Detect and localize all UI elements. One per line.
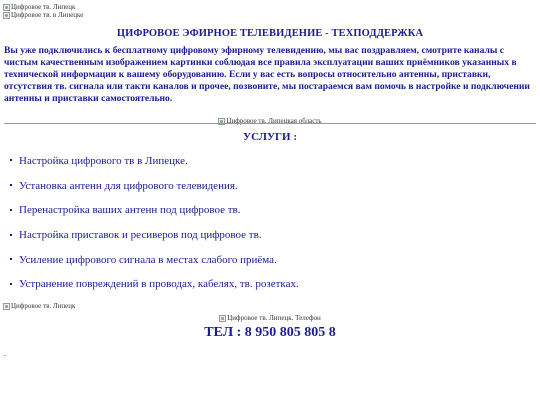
broken-image-icon	[3, 4, 10, 11]
bullet-icon	[10, 184, 12, 186]
image-alt-text: Цифровое тв. Липецк. Телефон	[227, 314, 321, 322]
services-list	[10, 152, 299, 300]
image-alt-text: Цифровое тв. Липецк	[11, 3, 76, 11]
service-label: Перенастройка ваших антенн под цифровое тв.	[19, 204, 241, 217]
phone-image-broken	[219, 314, 320, 323]
services-heading: УСЛУГИ :	[243, 131, 297, 143]
list-item	[10, 152, 299, 177]
service-label: Настройка цифрового тв в Липецке.	[19, 155, 188, 167]
header-image-broken	[3, 11, 83, 20]
bullet-icon	[10, 159, 12, 161]
bullet-icon	[10, 209, 12, 211]
bullet-icon	[10, 234, 12, 236]
broken-image-icon	[3, 12, 10, 19]
page-title: ЦИФРОВОЕ ЭФИРНОЕ ТЕЛЕВИДЕНИЕ - ТЕХПОДДЕРЖКА	[116, 28, 424, 39]
horizontal-divider	[4, 123, 536, 124]
bullet-icon	[10, 258, 12, 260]
image-alt-text: Цифровое тв. Липецк	[11, 302, 76, 310]
list-item	[10, 275, 299, 300]
list-item	[10, 201, 299, 226]
image-alt-text: Цифровое тв. Липецкая область	[226, 117, 322, 125]
service-label: Установка антенн для цифрового телевидения.	[19, 179, 238, 192]
bullet-icon	[10, 283, 12, 285]
service-label: Настройка приставок и ресиверов под цифровое тв.	[19, 229, 262, 242]
list-item	[10, 177, 299, 202]
list-item	[10, 251, 299, 276]
service-label: Усиление цифрового сигнала в местах слабого приёма.	[19, 253, 277, 266]
intro-paragraph: Вы уже подключились к бесплатному цифровому эфирному телевидению, мы вас поздравляем, смотрите каналы с чистым качественным изображением картинки соблюдая все правила эксплуатации ваших приёмников указанных в технической информации к вашему оборудованию. Если у вас есть вопросы относительно антенны, приставки, отсутствия тв. сигнала или такти каналов и прочее, позвоните, мы постараемся вам помочь в настройке и подключении антенны и приставки самостоятельно.	[4, 45, 530, 105]
footer-dot: .	[4, 349, 6, 358]
service-label: Устранение повреждений в проводах, кабелях, тв. розетках.	[19, 278, 299, 291]
list-item	[10, 226, 299, 251]
region-image-broken	[218, 117, 321, 126]
region-image-wrapper	[0, 112, 540, 130]
broken-image-icon	[219, 315, 226, 322]
phone-number[interactable]: ТЕЛ : 8 950 805 805 8	[204, 325, 336, 340]
image-alt-text: Цифровое тв. в Липецке	[11, 11, 84, 19]
